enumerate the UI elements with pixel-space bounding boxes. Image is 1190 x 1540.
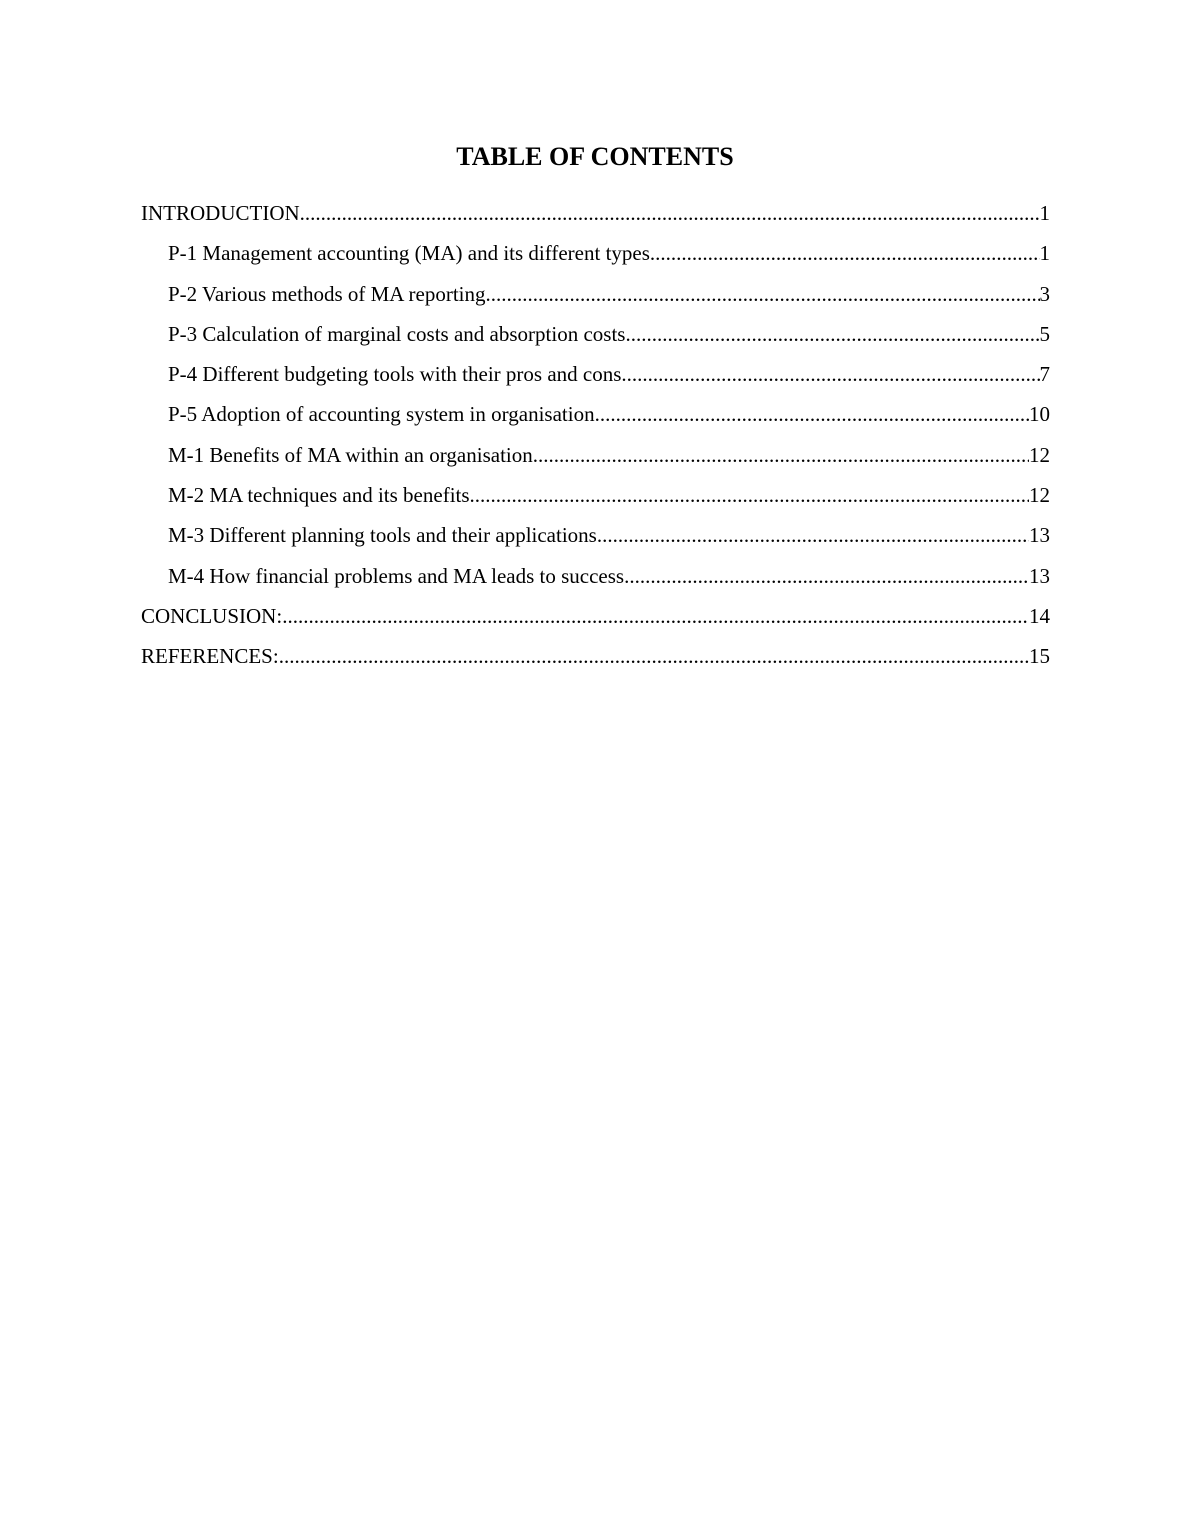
toc-leader-dots bbox=[533, 438, 1029, 472]
toc-leader-dots bbox=[597, 518, 1029, 552]
toc-leader-dots bbox=[625, 317, 1039, 351]
toc-entry-label: P-3 Calculation of marginal costs and absorption costs bbox=[168, 321, 626, 346]
toc-leader-dots bbox=[595, 397, 1029, 431]
toc-page-number: 13 bbox=[1029, 563, 1050, 588]
toc-page-number: 1 bbox=[1039, 241, 1050, 266]
toc-entry-p2[interactable] bbox=[141, 277, 1050, 317]
toc-entry-p1[interactable] bbox=[141, 236, 1050, 276]
toc-leader-dots bbox=[300, 196, 1040, 230]
toc-page-number: 12 bbox=[1029, 442, 1050, 467]
toc-entry-references[interactable] bbox=[141, 639, 1050, 679]
toc-page-number: 14 bbox=[1029, 603, 1050, 628]
toc-page-number: 13 bbox=[1029, 523, 1050, 548]
toc-leader-dots bbox=[486, 277, 1040, 311]
toc-entry-label: M-1 Benefits of MA within an organisation bbox=[168, 442, 533, 467]
toc-page-number: 12 bbox=[1029, 483, 1050, 508]
toc-entry-p5[interactable] bbox=[141, 397, 1050, 437]
toc-leader-dots bbox=[279, 639, 1029, 673]
toc-entry-p3[interactable] bbox=[141, 317, 1050, 357]
toc-list bbox=[141, 196, 1050, 680]
toc-page-number: 5 bbox=[1039, 321, 1050, 346]
toc-page-number: 7 bbox=[1039, 362, 1050, 387]
toc-entry-label: INTRODUCTION bbox=[141, 201, 300, 225]
toc-entry-label: P-2 Various methods of MA reporting bbox=[168, 281, 486, 306]
toc-entry-label: CONCLUSION: bbox=[141, 603, 283, 628]
toc-entry-label: REFERENCES: bbox=[141, 644, 279, 669]
toc-entry-conclusion[interactable] bbox=[141, 599, 1050, 639]
toc-leader-dots bbox=[650, 236, 1040, 270]
toc-entry-label: P-1 Management accounting (MA) and its different types bbox=[168, 241, 650, 266]
toc-page-number: 10 bbox=[1029, 402, 1050, 427]
toc-page-number: 3 bbox=[1039, 281, 1050, 306]
toc-entry-p4[interactable] bbox=[141, 357, 1050, 397]
toc-entry-label: M-2 MA techniques and its benefits bbox=[168, 483, 470, 508]
toc-page-number: 15 bbox=[1029, 644, 1050, 669]
toc-entry-label: P-5 Adoption of accounting system in organisation bbox=[168, 402, 595, 427]
toc-page-number: 1 bbox=[1039, 201, 1050, 225]
toc-title: TABLE OF CONTENTS bbox=[456, 142, 734, 171]
toc-entry-m4[interactable] bbox=[141, 559, 1050, 599]
toc-entry-m3[interactable] bbox=[141, 518, 1050, 558]
toc-entry-m2[interactable] bbox=[141, 478, 1050, 518]
toc-entry-label: P-4 Different budgeting tools with their pros and cons bbox=[168, 362, 622, 387]
toc-entry-m1[interactable] bbox=[141, 438, 1050, 478]
toc-entry-introduction[interactable] bbox=[141, 196, 1050, 236]
toc-leader-dots bbox=[282, 599, 1029, 633]
toc-leader-dots bbox=[624, 559, 1029, 593]
toc-leader-dots bbox=[470, 478, 1029, 512]
toc-leader-dots bbox=[621, 357, 1039, 391]
toc-entry-label: M-4 How financial problems and MA leads to success bbox=[168, 563, 625, 588]
toc-entry-label: M-3 Different planning tools and their applications bbox=[168, 523, 597, 548]
